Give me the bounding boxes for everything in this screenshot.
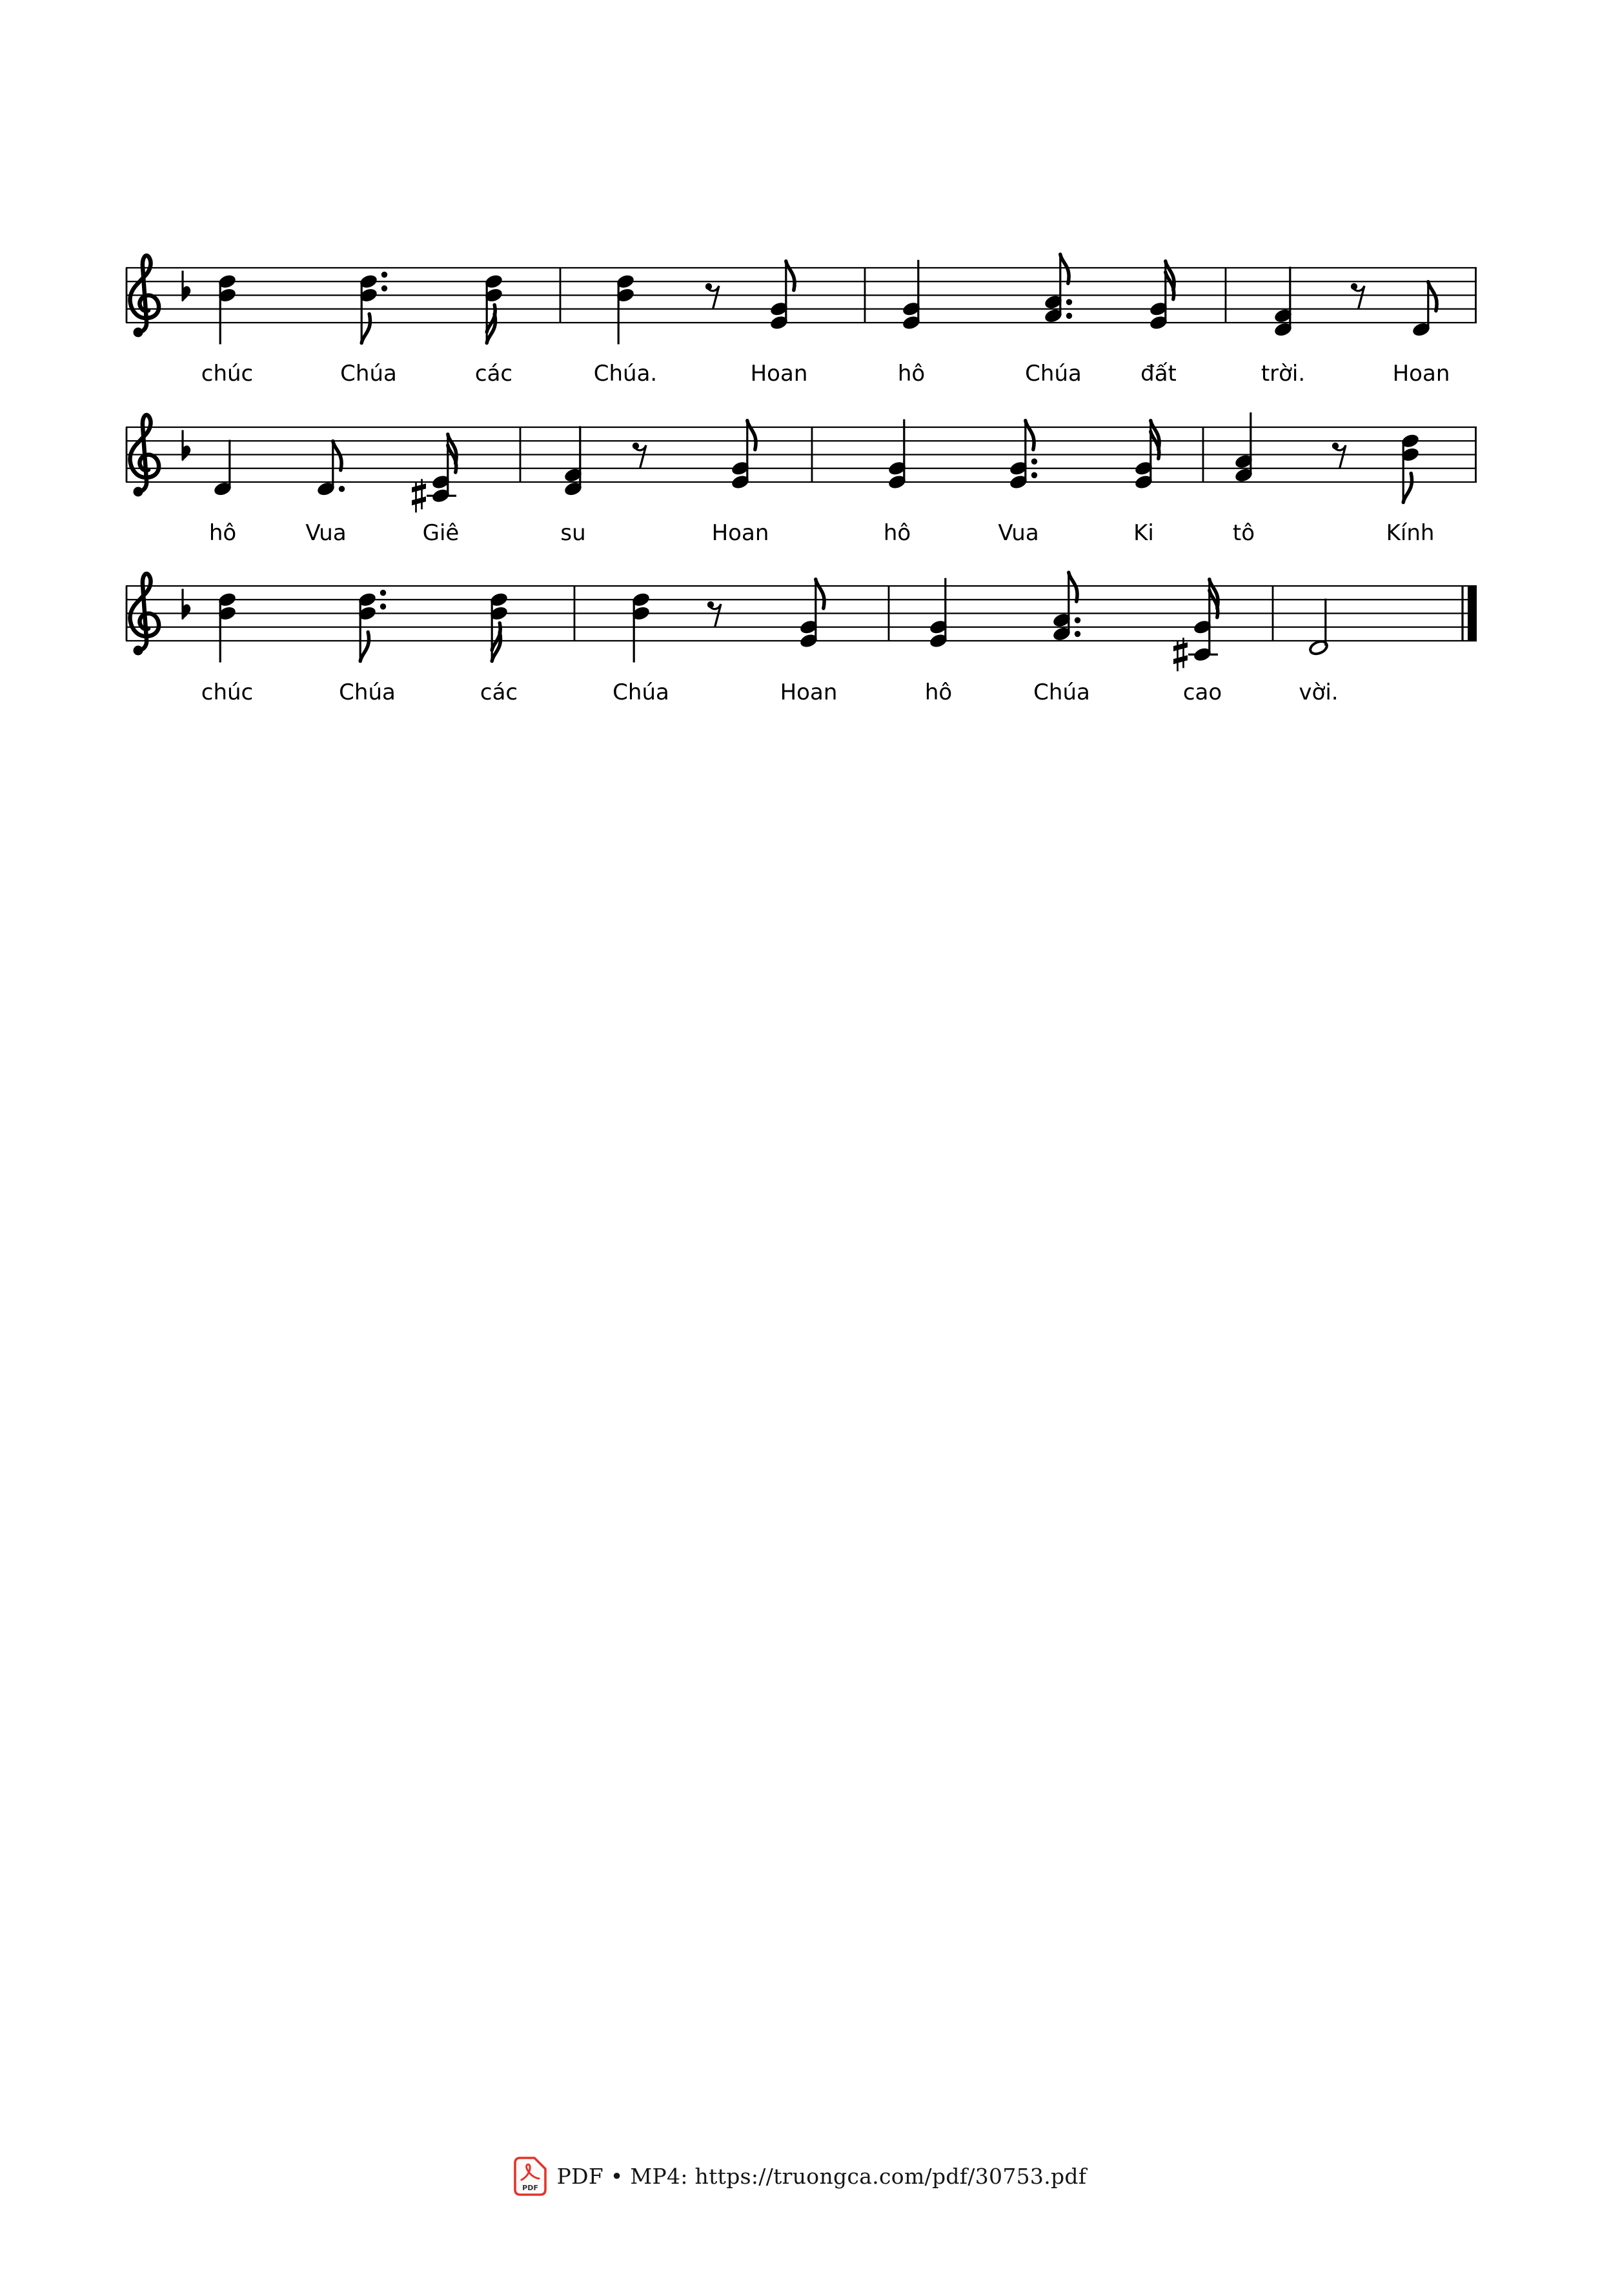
augmentation-dot xyxy=(1031,472,1037,478)
flag xyxy=(1069,572,1077,601)
lyric-syllable: Ki xyxy=(1133,520,1154,546)
note-event xyxy=(780,578,838,705)
note-event xyxy=(1233,412,1255,546)
lyric-syllable: hô xyxy=(883,520,911,546)
lyric-syllable: chúc xyxy=(201,361,254,387)
lyric-syllable: đất xyxy=(1140,361,1177,387)
lyric-syllable: Chúa xyxy=(1025,361,1082,387)
lyric-syllable: Giê xyxy=(422,520,460,546)
flag xyxy=(1026,421,1034,450)
note-event xyxy=(1173,578,1222,705)
lyric-syllable: Chúa xyxy=(613,680,669,705)
lyric-syllable: các xyxy=(480,680,518,705)
augmentation-dot xyxy=(339,486,345,492)
lyric-syllable: chúc xyxy=(201,680,254,705)
note-event xyxy=(925,578,952,705)
flag xyxy=(1151,421,1159,459)
lyric-syllable: hô xyxy=(208,520,237,546)
final-barline-thick xyxy=(1468,586,1477,641)
note-event xyxy=(201,591,253,705)
staff-system-2 xyxy=(126,412,1477,546)
note-event xyxy=(340,272,397,387)
note-event xyxy=(209,440,236,546)
flag xyxy=(816,579,824,609)
note-event xyxy=(1025,253,1082,387)
augmentation-dot xyxy=(380,590,386,596)
augmentation-dot xyxy=(1075,617,1080,623)
flag xyxy=(1210,579,1218,618)
flag xyxy=(1403,474,1412,503)
lyric-syllable: hô xyxy=(897,361,926,387)
flag xyxy=(492,623,500,661)
augmentation-dot xyxy=(381,285,387,291)
note-event xyxy=(1393,281,1450,387)
flag xyxy=(333,441,341,470)
note-event xyxy=(1299,599,1338,705)
note-event xyxy=(613,591,669,705)
lyric-syllable: cao xyxy=(1182,680,1222,705)
lyric-syllable: vời. xyxy=(1299,680,1339,705)
flag xyxy=(786,261,795,290)
key-signature-flat-icon xyxy=(183,589,190,619)
flag xyxy=(1060,254,1069,283)
footer xyxy=(0,2157,1600,2196)
note-event xyxy=(1033,571,1090,705)
note-event xyxy=(480,591,518,705)
lyric-syllable: hô xyxy=(924,680,953,705)
augmentation-dot xyxy=(1066,299,1072,305)
note-event xyxy=(201,273,253,387)
lyric-syllable: Hoan xyxy=(780,680,838,705)
lyric-syllable: Hoan xyxy=(711,520,769,546)
lyric-syllable: Chúa. xyxy=(593,361,658,387)
lyric-syllable: Vua xyxy=(998,520,1039,546)
key-signature-flat-icon xyxy=(183,430,190,461)
flag xyxy=(1166,261,1174,299)
staff-system-1 xyxy=(126,253,1477,387)
flag xyxy=(360,632,369,661)
augmentation-dot xyxy=(380,603,386,609)
lyric-syllable: Kính xyxy=(1386,520,1435,546)
lyric-syllable: su xyxy=(560,520,586,546)
note-event xyxy=(412,433,459,546)
flag xyxy=(1428,282,1437,311)
flag xyxy=(361,314,370,343)
lyric-syllable: Hoan xyxy=(1392,361,1450,387)
lyric-syllable: Chúa xyxy=(1033,680,1090,705)
lyric-syllable: tô xyxy=(1232,520,1255,546)
key-signature-flat-icon xyxy=(183,271,190,301)
pdf-file-icon[interactable] xyxy=(514,2157,547,2196)
lyric-syllable: Hoan xyxy=(750,361,808,387)
pdf-icon-label: PDF xyxy=(522,2184,538,2192)
sharp-icon xyxy=(412,479,426,512)
flag xyxy=(487,305,495,343)
flag xyxy=(448,434,456,472)
note-event xyxy=(594,273,657,387)
note-event xyxy=(560,426,585,546)
note-event xyxy=(1261,267,1305,387)
note-event xyxy=(339,590,396,705)
augmentation-dot xyxy=(1075,631,1080,637)
flag xyxy=(747,421,756,450)
augmentation-dot xyxy=(1066,313,1072,319)
lyric-syllable: các xyxy=(474,361,513,387)
note-event xyxy=(305,440,346,546)
sharp-icon xyxy=(1173,638,1188,671)
lyric-syllable: Chúa xyxy=(339,680,396,705)
note-event xyxy=(475,273,512,387)
footer-link[interactable]: PDF • MP4: https://truongca.com/pdf/30753.pdf xyxy=(556,2164,1087,2189)
lyric-syllable: Chúa xyxy=(340,361,397,387)
lyric-syllable: Vua xyxy=(305,520,347,546)
staff-system-3 xyxy=(126,571,1477,705)
lyric-syllable: trời. xyxy=(1261,361,1306,387)
augmentation-dot xyxy=(1031,458,1037,464)
augmentation-dot xyxy=(381,272,387,277)
note-event xyxy=(1386,432,1435,546)
